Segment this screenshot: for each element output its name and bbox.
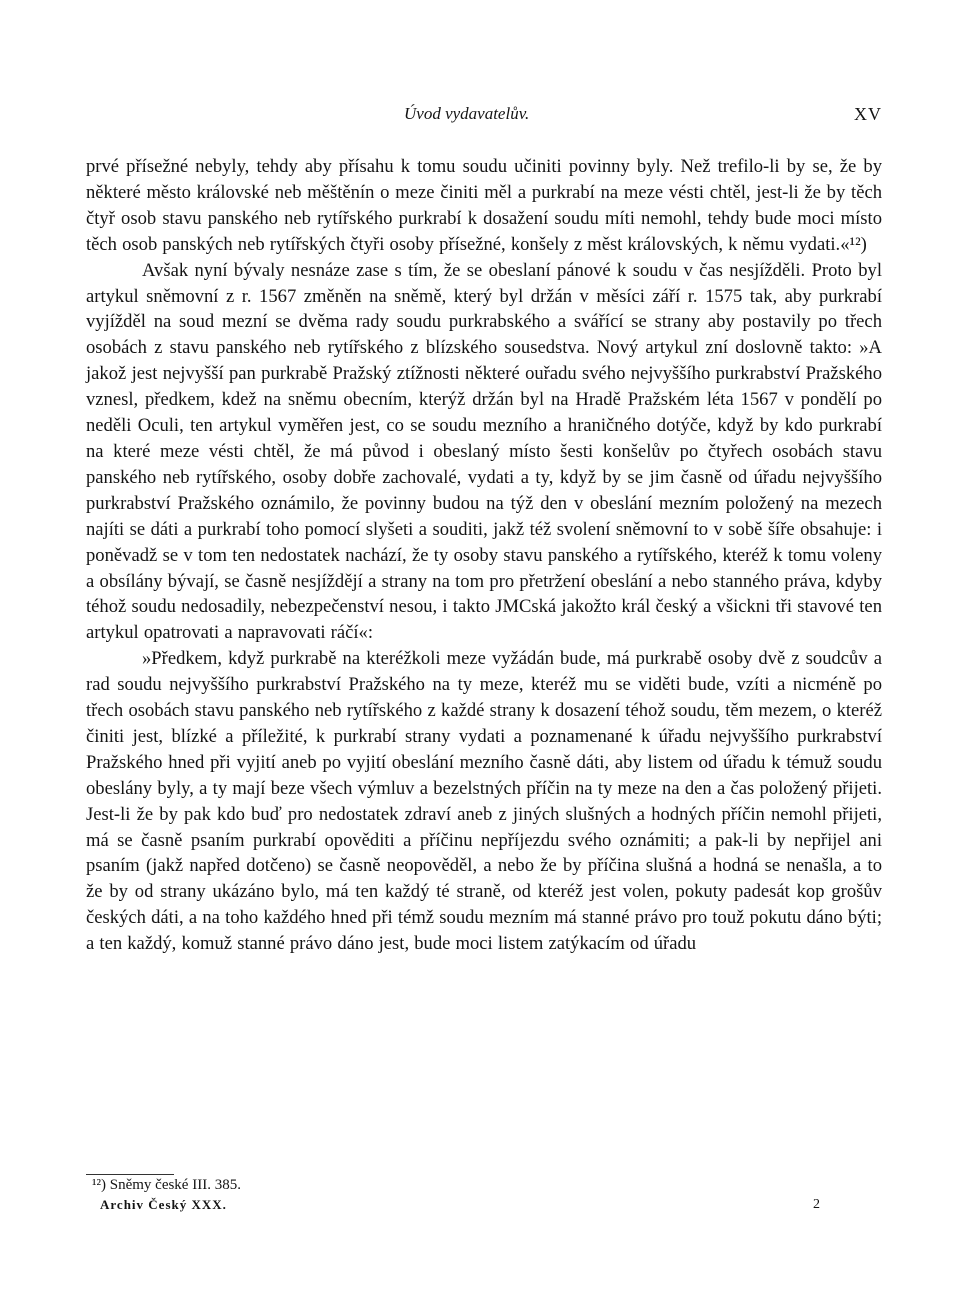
footnote: ¹²) Sněmy české III. 385. xyxy=(92,1177,241,1193)
running-title: Úvod vydavatelův. xyxy=(404,104,530,123)
paragraph: prvé přísežné nebyly, tehdy aby přísahu k tomu soudu učiniti povinny byly. Než trefilo-li by se, že by některé město královské neb měštěnín o meze činiti měl a purkrabí na meze vésti chtěl, jest-li že by těch čtyř osob stavu panského neb rytířského purkrabí k dosažení soudu míti nemohl, tehdy bude moci místo těch osob panských neb rytířských čtyři osoby přísežné, konšely z měst královských, k němu vydati.«¹²) xyxy=(86,156,882,255)
page-number: XV xyxy=(854,104,882,124)
running-head xyxy=(86,104,882,130)
body-text xyxy=(86,154,882,957)
sheet-number: 2 xyxy=(813,1197,820,1212)
paragraph: »Předkem, když purkrabě na kteréžkoli meze vyžádán bude, má purkrabě osoby dvě z soudcův a rad soudu nejvyššího purkrabství Pražského na ty meze, kteréž mu se viděti bude, vzíti a nicméně po třech osobách stavu panského neb rytířského z každé strany k dosazení téhož soudu, těm mezem, o kteréž činiti jest, blízké a příležité, k purkrabí strany vydati a poznamenané k úřadu nejvyššího purkrabství Pražského hned při vyjití aneb po vyjití obeslání mezního časně dáti, aby listem od úřadu k témuž soudu obeslány byly, a ty mají beze všech výmluv a bezelstných příčin na ty meze na den a čas položený přijeti. Jest-li že by pak kdo buď pro nedostatek zdraví aneb z jiných slušných a hodných příčin nemohl přijeti, má se časně psaním purkrabí opověditi a příčinu nepříjezdu svého oznámiti; a pak-li by nepřijel ani psaním (jakž napřed dotčeno) se časně neopověděl, a nebo že by příčina slušná a hodná se nenašla, a to že by od strany ukázáno bylo, má ten každý té straně, od kteréž jest volen, pokuty padesát kop grošův českých dáti, a na toho každého hned při témž soudu mezním má stanné právo pro touž pokutu dáno býti; a ten každý, komuž stanné právo dáno jest, bude moci listem zatýkacím od úřadu xyxy=(86,648,882,955)
printer-signature: Archiv Český XXX. xyxy=(100,1197,227,1212)
book-page xyxy=(86,0,882,1303)
page-footer xyxy=(100,1197,820,1219)
paragraph: Avšak nyní bývaly nesnáze zase s tím, že se obeslaní pánové k soudu v čas nesjížděli. Proto byl artykul sněmovní z r. 1567 změněn na sněmě, který byl držán v měsíci září r. 1575 tak, aby purkrabí vyjížděl na soud mezní se dvěma rady soudu purkrabského a svářící se strany aby postavily po třech osobách z stavu panského neb rytířského z blízského sousedstva. Nový artykul zní doslovně takto: »A jakož jest nejvyšší pan purkrabě Pražský ztížnosti některé ouřadu svého nejvyššího purkrabství Pražského vznesl, předkem, kdež na sněmu obecním, kterýž držán byl na Hradě Pražském léta 1567 v pondělí po neděli Oculi, ten artykul vyměřen jest, co se soudu mezního a hraničného dotýče, když by kdo purkrabí na které meze vésti chtěl, že má původ i obeslaný místo šesti konšelův po čtyřech osobách stavu panského neb rytířského, osoby dobře zachovalé, vydati a ty, když by se jim časně od úřadu nejvyššího purkrabství Pražského oznámilo, že povinny budou na týž den v obeslání mezním položený na mezech najíti se dáti a purkrabí toho pomocí slyšeti a souditi, jakž též svolení sněmovní to v sobě šíře obsahuje: i poněvadž se v tom ten nedostatek nachází, že ty osoby stavu panského a rytířského, kteréž k tomu voleny a obsílány bývají, se časně nesjíždějí a strany na tom pro přetržení obeslání a nebo stanného práva, kdyby téhož soudu nedosadily, nebezpečenství nesou, i takto JMCská jakožto král český a všickni tři stavové ten artykul opatrovati a napravovati ráčí«: xyxy=(86,259,882,644)
